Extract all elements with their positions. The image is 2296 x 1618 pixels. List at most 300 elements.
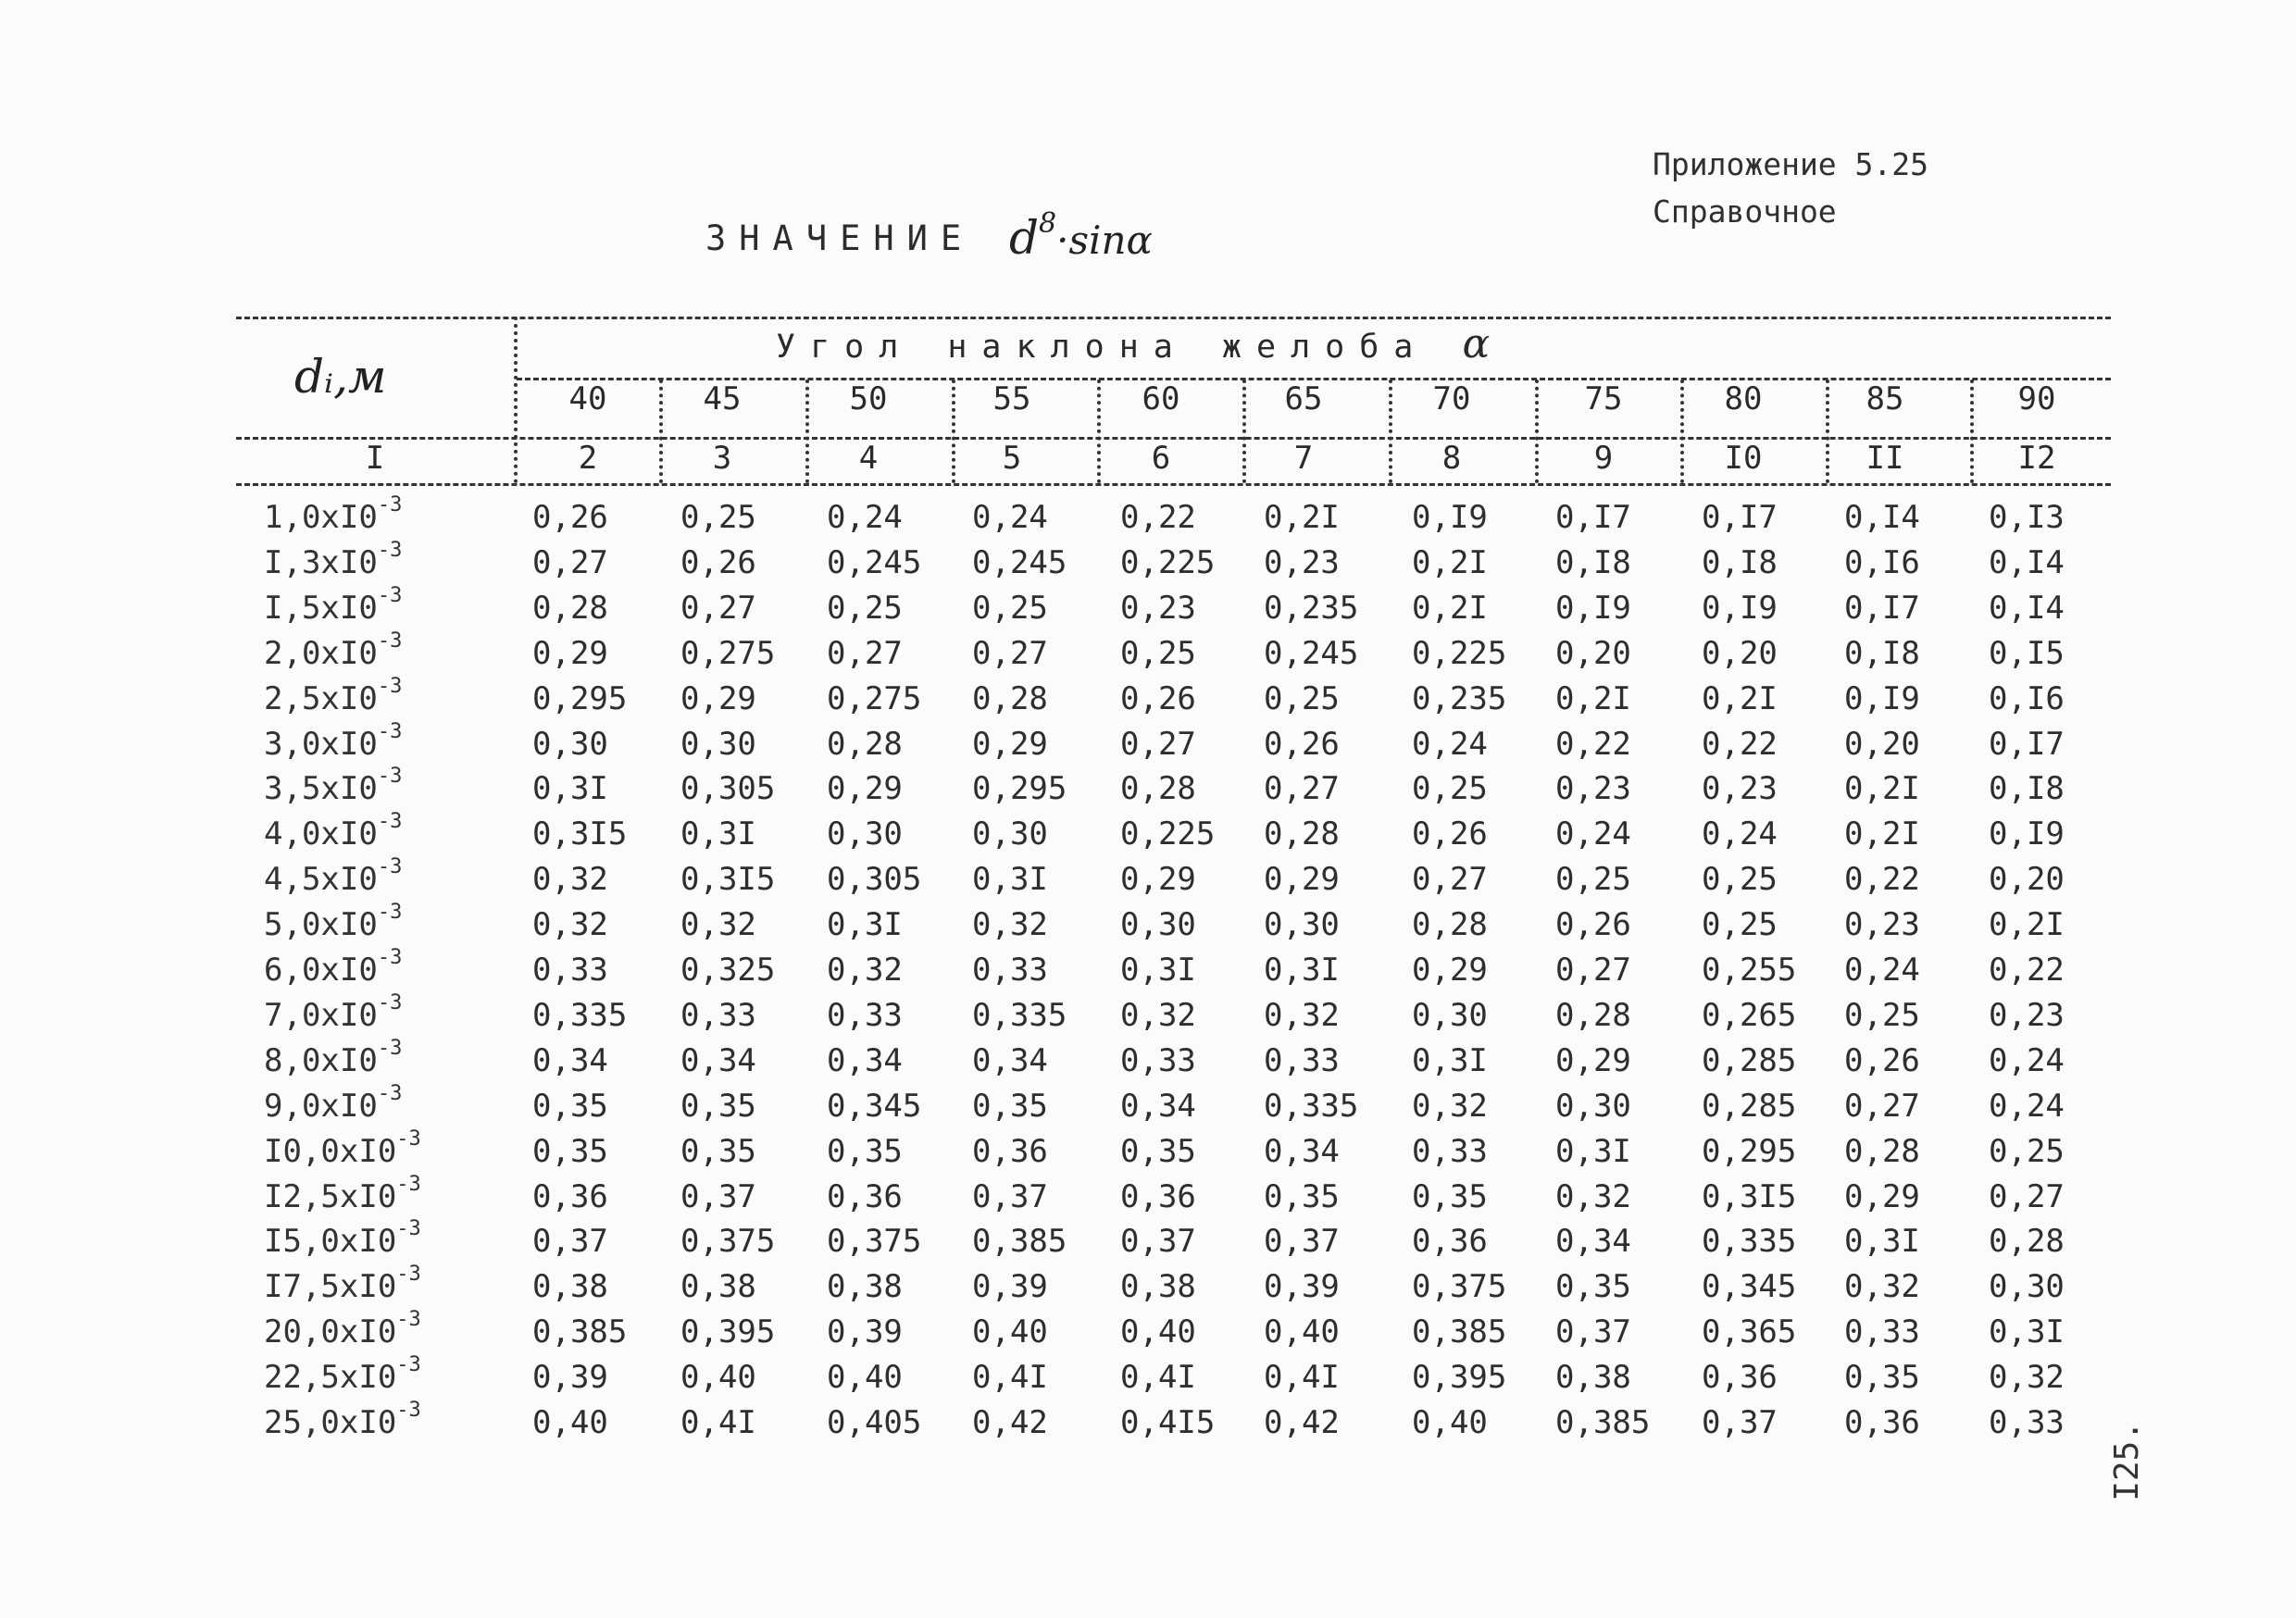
table-cell: 0,I4 [1989, 544, 2065, 581]
table-cell: 0,37 [1555, 1313, 1631, 1350]
angle-header: 45 [703, 380, 742, 417]
table-cell: 0,32 [1264, 997, 1340, 1034]
table-cell: 0,36 [1702, 1359, 1778, 1396]
header-separator [1535, 380, 1539, 483]
row-label [264, 1399, 421, 1441]
row-label-mantissa: 2,5xI0 [264, 680, 378, 717]
table-cell: 0,36 [972, 1133, 1048, 1170]
table-cell: 0,385 [972, 1223, 1067, 1260]
table-cell: 0,34 [827, 1042, 903, 1079]
table-cell: 0,42 [972, 1404, 1048, 1441]
row-label-mantissa: 8,0xI0 [264, 1042, 378, 1079]
table-cell: 0,32 [1412, 1088, 1488, 1125]
table-cell: 0,I8 [1555, 544, 1631, 581]
table-cell: 0,4I [1264, 1359, 1340, 1396]
column-number: I0 [1724, 440, 1763, 477]
table-cell: 0,275 [680, 635, 776, 672]
table-cell: 0,38 [827, 1268, 903, 1305]
table-cell: 0,27 [680, 590, 756, 627]
table-cell: 0,29 [1412, 952, 1488, 989]
table-cell: 0,20 [1555, 635, 1631, 672]
table-cell: 0,35 [532, 1088, 608, 1125]
table-cell: 0,375 [1412, 1268, 1507, 1305]
table-cell: 0,35 [532, 1133, 608, 1170]
table-cell: 0,28 [1555, 997, 1631, 1034]
row-label [264, 675, 403, 717]
column-number: I2 [2017, 440, 2056, 477]
table-cell: 0,30 [1412, 997, 1488, 1034]
table-cell: 0,375 [680, 1223, 776, 1260]
header-separator [659, 380, 663, 483]
table-cell: 0,2I [1412, 590, 1488, 627]
row-label [264, 1127, 421, 1170]
table-cell: 0,40 [972, 1313, 1048, 1350]
table-cell: 0,35 [1555, 1268, 1631, 1305]
row-label-exponent: -3 [377, 1082, 403, 1105]
row-label-exponent: -3 [377, 629, 403, 653]
table-cell: 0,295 [532, 680, 628, 717]
table-cell: 0,30 [1555, 1088, 1631, 1125]
table-cell: 0,25 [1412, 770, 1488, 807]
row-label-exponent: -3 [396, 1353, 421, 1376]
table-cell: 0,30 [680, 726, 756, 763]
row-label-mantissa: 20,0xI0 [264, 1313, 397, 1350]
table-cell: 0,27 [532, 544, 608, 581]
row-label [264, 1037, 403, 1079]
annex-type: Справочное [1653, 193, 1837, 230]
table-cell: 0,3I [1989, 1313, 2065, 1350]
header-separator [952, 380, 955, 483]
table-cell: 0,2I [1844, 815, 1920, 853]
table-cell: 0,225 [1412, 635, 1507, 672]
table-cell: 0,3I [1412, 1042, 1488, 1079]
table-cell: 0,39 [1264, 1268, 1340, 1305]
table-cell: 0,3I5 [532, 815, 628, 853]
table-cell: 0,28 [532, 590, 608, 627]
table-cell: 0,35 [1412, 1178, 1488, 1215]
table-cell: 0,25 [1555, 861, 1631, 898]
table-cell: 0,20 [1702, 635, 1778, 672]
table-cell: 0,29 [827, 770, 903, 807]
table-cell: 0,3I [1264, 952, 1340, 989]
table-cell: 0,335 [972, 997, 1067, 1034]
table-cell: 0,36 [532, 1178, 608, 1215]
table-cell: 0,395 [1412, 1359, 1507, 1396]
table-cell: 0,27 [1844, 1088, 1920, 1125]
table-cell: 0,25 [1120, 635, 1196, 672]
row-label [264, 991, 403, 1034]
row-label-exponent: -3 [377, 855, 403, 878]
table-cell: 0,29 [532, 635, 608, 672]
row-label-mantissa: 6,0xI0 [264, 952, 378, 989]
table-cell: 0,4I [680, 1404, 756, 1441]
table-cell: 0,26 [1555, 906, 1631, 943]
table-cell: 0,245 [972, 544, 1067, 581]
table-cell: 0,29 [972, 726, 1048, 763]
header-separator [514, 317, 518, 483]
table-cell: 0,32 [532, 861, 608, 898]
row-label [264, 1308, 421, 1350]
table-cell: 0,I5 [1989, 635, 2065, 672]
column-number: 9 [1593, 440, 1614, 477]
table-cell: 0,235 [1412, 680, 1507, 717]
table-cell: 0,33 [1844, 1313, 1920, 1350]
table-cell: 0,40 [532, 1404, 608, 1441]
column-number: 7 [1293, 440, 1314, 477]
table-cell: 0,40 [1120, 1313, 1196, 1350]
table-cell: 0,245 [1264, 635, 1359, 672]
table-cell: 0,I6 [1989, 680, 2065, 717]
table-cell: 0,27 [1264, 770, 1340, 807]
table-cell: 0,24 [1412, 726, 1488, 763]
table-cell: 0,38 [1120, 1268, 1196, 1305]
table-cell: 0,4I [1120, 1359, 1196, 1396]
row-label [264, 946, 403, 989]
table-cell: 0,34 [1555, 1223, 1631, 1260]
table-cell: 0,26 [1412, 815, 1488, 853]
table-cell: 0,I7 [1555, 499, 1631, 536]
row-label-mantissa: I5,0xI0 [264, 1223, 397, 1260]
table-cell: 0,35 [972, 1088, 1048, 1125]
table-cell: 0,25 [680, 499, 756, 536]
table-cell: 0,3I [1555, 1133, 1631, 1170]
table-cell: 0,36 [1120, 1178, 1196, 1215]
table-cell: 0,2I [1555, 680, 1631, 717]
page-number: I25. [2108, 1421, 2146, 1501]
table-cell: 0,37 [1264, 1223, 1340, 1260]
table-cell: 0,42 [1264, 1404, 1340, 1441]
table-cell: 0,I3 [1989, 499, 2065, 536]
annex-label [1653, 141, 1928, 235]
row-label-exponent: -3 [377, 493, 403, 517]
table-cell: 0,27 [1989, 1178, 2065, 1215]
table-cell: 0,40 [1412, 1404, 1488, 1441]
page-title: ЗНАЧЕНИЕ [705, 218, 975, 258]
table-cell: 0,I4 [1989, 590, 2065, 627]
table-cell: 0,I9 [1702, 590, 1778, 627]
table-cell: 0,32 [1555, 1178, 1631, 1215]
table-cell: 0,385 [532, 1313, 628, 1350]
table-cell: 0,25 [1844, 997, 1920, 1034]
angle-header: 80 [1724, 380, 1763, 417]
table-cell: 0,28 [1412, 906, 1488, 943]
table-cell: 0,25 [1264, 680, 1340, 717]
table-cell: 0,305 [827, 861, 922, 898]
table-cell: 0,225 [1120, 815, 1216, 853]
table-cell: 0,24 [827, 499, 903, 536]
table-cell: 0,3I [1844, 1223, 1920, 1260]
table-cell: 0,375 [827, 1223, 922, 1260]
row-label-exponent: -3 [396, 1263, 421, 1286]
table-cell: 0,385 [1412, 1313, 1507, 1350]
table-cell: 0,25 [1989, 1133, 2065, 1170]
table-cell: 0,24 [1989, 1042, 2065, 1079]
table-cell: 0,34 [1264, 1133, 1340, 1170]
table-cell: 0,225 [1120, 544, 1216, 581]
row-label-exponent: -3 [377, 720, 403, 743]
angle-group-header [776, 320, 1490, 367]
table-cell: 0,33 [1412, 1133, 1488, 1170]
table-cell: 0,25 [972, 590, 1048, 627]
header-separator [1242, 380, 1246, 483]
row-label-mantissa: 1,0xI0 [264, 499, 378, 536]
row-label [264, 1263, 421, 1305]
row-label-exponent: -3 [396, 1217, 421, 1240]
table-cell: 0,335 [1264, 1088, 1359, 1125]
table-cell: 0,I6 [1844, 544, 1920, 581]
row-label-mantissa: I,5xI0 [264, 590, 378, 627]
row-label-mantissa: 9,0xI0 [264, 1088, 378, 1125]
table-cell: 0,2I [1702, 680, 1778, 717]
table-cell: 0,285 [1702, 1088, 1797, 1125]
table-cell: 0,32 [680, 906, 756, 943]
table-cell: 0,38 [680, 1268, 756, 1305]
table-cell: 0,23 [1120, 590, 1196, 627]
table-cell: 0,30 [972, 815, 1048, 853]
table-cell: 0,395 [680, 1313, 776, 1350]
table-cell: 0,28 [1989, 1223, 2065, 1260]
table-cell: 0,35 [680, 1088, 756, 1125]
table-cell: 0,I7 [1702, 499, 1778, 536]
table-cell: 0,325 [680, 952, 776, 989]
header-separator [1680, 380, 1684, 483]
row-label-mantissa: 4,0xI0 [264, 815, 378, 853]
alpha-symbol: α [1462, 320, 1491, 367]
table-cell: 0,27 [1412, 861, 1488, 898]
table-cell: 0,37 [1120, 1223, 1196, 1260]
row-label [264, 1353, 421, 1396]
table-cell: 0,23 [1989, 997, 2065, 1034]
row-label [264, 539, 403, 581]
formula-base: d [1009, 211, 1040, 265]
table-cell: 0,35 [827, 1133, 903, 1170]
table-cell: 0,37 [532, 1223, 608, 1260]
table-cell: 0,32 [1844, 1268, 1920, 1305]
column-number: 3 [712, 440, 732, 477]
table-cell: 0,28 [1120, 770, 1196, 807]
title-formula [1009, 207, 1153, 265]
table-cell: 0,3I [827, 906, 903, 943]
table-cell: 0,39 [827, 1313, 903, 1350]
table-cell: 0,27 [1120, 726, 1196, 763]
table-cell: 0,35 [680, 1133, 756, 1170]
table-cell: 0,295 [972, 770, 1067, 807]
row-label-mantissa: I,3xI0 [264, 544, 378, 581]
table-cell: 0,27 [972, 635, 1048, 672]
table-cell: 0,33 [680, 997, 756, 1034]
table-cell: 0,33 [1989, 1404, 2065, 1441]
row-label-exponent: -3 [396, 1127, 421, 1151]
table-cell: 0,I9 [1989, 815, 2065, 853]
table-cell: 0,24 [1555, 815, 1631, 853]
table-cell: 0,26 [680, 544, 756, 581]
row-label [264, 901, 403, 943]
table-cell: 0,30 [1989, 1268, 2065, 1305]
table-cell: 0,22 [1120, 499, 1196, 536]
row-label-exponent: -3 [396, 1173, 421, 1196]
table-cell: 0,32 [532, 906, 608, 943]
table-cell: 0,27 [1555, 952, 1631, 989]
table-cell: 0,2I [1989, 906, 2065, 943]
table-cell: 0,4I [972, 1359, 1048, 1396]
row-label-exponent: -3 [377, 810, 403, 833]
table-cell: 0,40 [1264, 1313, 1340, 1350]
table-cell: 0,245 [827, 544, 922, 581]
table-cell: 0,28 [1264, 815, 1340, 853]
table-cell: 0,29 [1264, 861, 1340, 898]
column-number: 4 [858, 440, 879, 477]
table-cell: 0,30 [827, 815, 903, 853]
table-cell: 0,I9 [1844, 680, 1920, 717]
column-number: 6 [1151, 440, 1171, 477]
row-label-exponent: -3 [396, 1399, 421, 1422]
row-label-mantissa: I7,5xI0 [264, 1268, 397, 1305]
table-cell: 0,29 [1555, 1042, 1631, 1079]
row-label-mantissa: 3,5xI0 [264, 770, 378, 807]
row-label-exponent: -3 [377, 675, 403, 698]
table-cell: 0,275 [827, 680, 922, 717]
table-cell: 0,23 [1264, 544, 1340, 581]
table-cell: 0,I8 [1989, 770, 2065, 807]
table-cell: 0,20 [1844, 726, 1920, 763]
table-cell: 0,32 [1120, 997, 1196, 1034]
table-cell: 0,345 [1702, 1268, 1797, 1305]
table-cell: 0,I9 [1412, 499, 1488, 536]
column-number: 5 [1002, 440, 1022, 477]
table-cell: 0,34 [1120, 1088, 1196, 1125]
table-cell: 0,24 [1844, 952, 1920, 989]
table-cell: 0,30 [1120, 906, 1196, 943]
table-cell: 0,285 [1702, 1042, 1797, 1079]
table-cell: 0,36 [1844, 1404, 1920, 1441]
table-cell: 0,3I5 [1702, 1178, 1797, 1215]
table-cell: 0,28 [827, 726, 903, 763]
table-cell: 0,3I [532, 770, 608, 807]
table-cell: 0,26 [1120, 680, 1196, 717]
table-cell: 0,3I [1120, 952, 1196, 989]
table-cell: 0,33 [1264, 1042, 1340, 1079]
formula-rest: ·sinα [1056, 218, 1153, 263]
table-cell: 0,29 [680, 680, 756, 717]
row-label-mantissa: 4,5xI0 [264, 861, 378, 898]
table-cell: 0,32 [972, 906, 1048, 943]
table-cell: 0,33 [1120, 1042, 1196, 1079]
table-cell: 0,2I [1412, 544, 1488, 581]
table-cell: 0,265 [1702, 997, 1797, 1034]
header-separator [1097, 380, 1101, 483]
table-cell: 0,I4 [1844, 499, 1920, 536]
table-cell: 0,37 [1702, 1404, 1778, 1441]
row-label-exponent: -3 [377, 1037, 403, 1060]
table-cell: 0,I7 [1989, 726, 2065, 763]
row-label-mantissa: 7,0xI0 [264, 997, 378, 1034]
table-cell: 0,23 [1702, 770, 1778, 807]
table-cell: 0,29 [1120, 861, 1196, 898]
row-label [264, 1082, 403, 1125]
angle-header: 55 [992, 380, 1031, 417]
row-label-exponent: -3 [377, 539, 403, 562]
row-label [264, 493, 403, 536]
header-separator [1389, 380, 1392, 483]
header-separator [805, 380, 809, 483]
angle-header: 70 [1432, 380, 1471, 417]
angle-header: 85 [1866, 380, 1904, 417]
row-label-exponent: -3 [377, 765, 403, 788]
table-cell: 0,34 [680, 1042, 756, 1079]
row-label-mantissa: 5,0xI0 [264, 906, 378, 943]
angle-group-text: Угол наклона желоба [776, 329, 1429, 366]
row-label-exponent: -3 [396, 1308, 421, 1331]
table-cell: 0,3I5 [680, 861, 776, 898]
table-cell: 0,33 [532, 952, 608, 989]
row-label [264, 1173, 421, 1215]
table-cell: 0,39 [532, 1359, 608, 1396]
row-label-exponent: -3 [377, 991, 403, 1014]
angle-header: 40 [568, 380, 607, 417]
table-cell: 0,I8 [1702, 544, 1778, 581]
table-cell: 0,295 [1702, 1133, 1797, 1170]
table-cell: 0,365 [1702, 1313, 1797, 1350]
table-cell: 0,35 [1264, 1178, 1340, 1215]
table-cell: 0,30 [1264, 906, 1340, 943]
table-cell: 0,32 [827, 952, 903, 989]
table-cell: 0,37 [972, 1178, 1048, 1215]
row-label-header: dᵢ,м [294, 350, 387, 404]
table-cell: 0,25 [1702, 906, 1778, 943]
table-cell: 0,I9 [1555, 590, 1631, 627]
table-cell: 0,24 [1989, 1088, 2065, 1125]
table-cell: 0,33 [972, 952, 1048, 989]
table-cell: 0,38 [1555, 1359, 1631, 1396]
row-label-mantissa: 2,0xI0 [264, 635, 378, 672]
column-number: I [365, 440, 385, 477]
col-numbers-rule [236, 483, 2111, 486]
row-label [264, 629, 403, 672]
table-cell: 0,335 [532, 997, 628, 1034]
table-cell: 0,34 [532, 1042, 608, 1079]
table-cell: 0,20 [1989, 861, 2065, 898]
header-separator [1970, 380, 1974, 483]
table-cell: 0,29 [1844, 1178, 1920, 1215]
table-cell: 0,235 [1264, 590, 1359, 627]
angle-header: 75 [1584, 380, 1623, 417]
table-cell: 0,24 [972, 499, 1048, 536]
table-cell: 0,22 [1555, 726, 1631, 763]
table-cell: 0,36 [827, 1178, 903, 1215]
table-cell: 0,40 [680, 1359, 756, 1396]
table-cell: 0,I8 [1844, 635, 1920, 672]
annex-number: Приложение 5.25 [1653, 146, 1929, 182]
row-label [264, 765, 403, 807]
table-cell: 0,26 [1844, 1042, 1920, 1079]
table-cell: 0,4I5 [1120, 1404, 1216, 1441]
angle-header: 90 [2017, 380, 2056, 417]
table-cell: 0,27 [827, 635, 903, 672]
table-cell: 0,26 [532, 499, 608, 536]
table-cell: 0,22 [1989, 952, 2065, 989]
angle-header: 60 [1142, 380, 1180, 417]
table-cell: 0,28 [972, 680, 1048, 717]
row-label [264, 584, 403, 627]
table-cell: 0,26 [1264, 726, 1340, 763]
row-label [264, 720, 403, 763]
row-label [264, 810, 403, 853]
table-cell: 0,34 [972, 1042, 1048, 1079]
angle-header: 65 [1284, 380, 1323, 417]
column-number: 2 [578, 440, 598, 477]
table-cell: 0,23 [1555, 770, 1631, 807]
table-cell: 0,3I [680, 815, 756, 853]
